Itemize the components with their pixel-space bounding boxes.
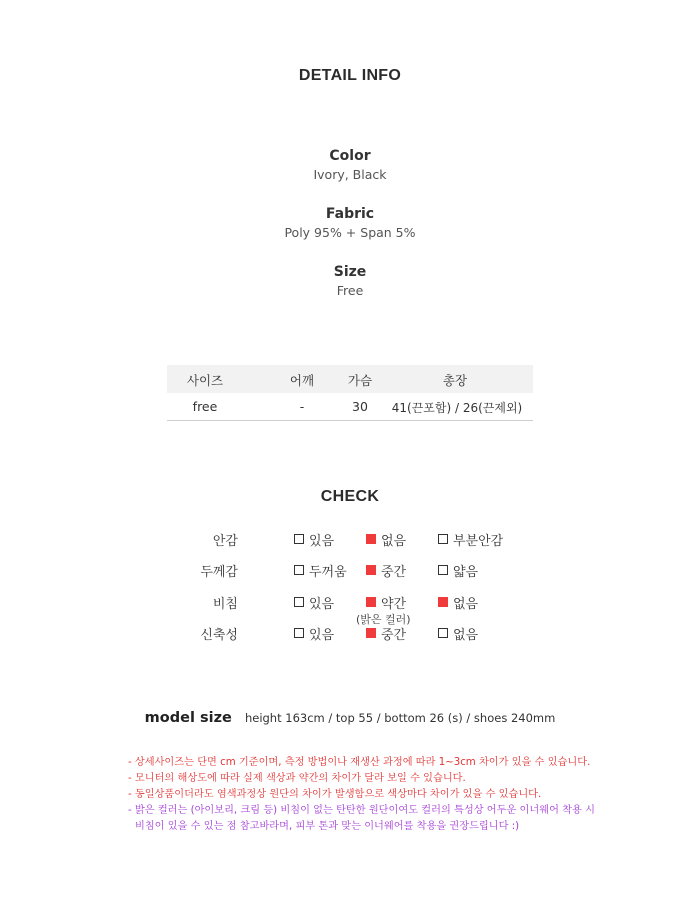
option-sheer-slight-note: (밝은 컬러) (356, 613, 411, 626)
checkbox-checked (438, 597, 448, 607)
checkbox-empty (294, 534, 304, 544)
option-stretch-medium: 중간 (366, 624, 406, 643)
color-label: Color (329, 148, 371, 164)
td-length: 41(끈포함) / 26(끈제외) (391, 401, 523, 415)
td-shoulder: - (299, 399, 305, 414)
th-shoulder: 어깨 (289, 373, 315, 388)
option-lining-no: 없음 (366, 530, 406, 549)
model-size-label: model size (144, 710, 232, 726)
notice-item: - 밝은 컬러는 (아이보리, 크림 등) 비침이 없는 탄탄한 원단이여도 컬러의 특성상 어두운 이너웨어 착용 시 (128, 805, 595, 816)
option-sheer-no: 없음 (438, 593, 478, 612)
option-lining-yes: 있음 (294, 530, 334, 549)
checkbox-empty (294, 597, 304, 607)
page-title: DETAIL INFO (298, 67, 402, 84)
option-sheer-slight: 약간 (밝은 컬러) (356, 597, 411, 626)
checkbox-empty (438, 565, 448, 575)
option-sheer-yes: 있음 (294, 593, 334, 612)
checkbox-empty (294, 628, 304, 638)
notice-item: - 모니터의 해상도에 따라 실제 색상과 약간의 차이가 달라 보일 수 있습니다. (128, 773, 466, 784)
th-chest: 가슴 (347, 373, 373, 388)
size-label: Size (333, 264, 367, 280)
option-thickness-thick: 두꺼움 (294, 561, 347, 580)
fabric-label: Fabric (325, 206, 375, 222)
td-chest: 30 (352, 399, 368, 414)
model-size-text: height 163cm / top 55 / bottom 26 (s) / shoes 240mm (244, 711, 556, 725)
checkbox-checked (366, 628, 376, 638)
td-size: free (192, 399, 218, 414)
option-thickness-thin: 얇음 (438, 561, 478, 580)
option-stretch-yes: 있음 (294, 624, 334, 643)
fabric-value: Poly 95% + Span 5% (284, 225, 416, 240)
notice-item: - 동일상품이더라도 염색과정상 원단의 차이가 발생함으로 색상마다 차이가 있을 수 있습니다. (128, 789, 542, 800)
option-thickness-medium: 중간 (366, 561, 406, 580)
size-value: Free (336, 283, 364, 298)
checkbox-checked (366, 565, 376, 575)
option-stretch-no: 없음 (438, 624, 478, 643)
checkbox-checked (366, 534, 376, 544)
check-label-thickness: 두께감 (200, 565, 238, 580)
size-table-divider (167, 420, 533, 421)
model-size (0, 707, 700, 726)
th-length: 총장 (442, 373, 468, 388)
notice-item: 비침이 있을 수 있는 점 참고바라며, 피부 톤과 맞는 이너웨어를 착용을 권장드립니다 :) (135, 821, 520, 832)
checkbox-empty (294, 565, 304, 575)
check-label-lining: 안감 (212, 534, 238, 549)
check-label-stretch: 신축성 (200, 628, 238, 643)
notice-list (128, 755, 595, 835)
check-label-sheerness: 비침 (212, 597, 238, 612)
checkbox-empty (438, 534, 448, 544)
option-lining-partial: 부분안감 (438, 530, 503, 549)
notice-item: - 상세사이즈는 단면 cm 기준이며, 측정 방법이나 재생산 과정에 따라 1~3cm 차이가 있을 수 있습니다. (128, 757, 591, 768)
color-value: Ivory, Black (313, 167, 387, 182)
checkbox-empty (438, 628, 448, 638)
checkbox-checked (366, 597, 376, 607)
check-title: CHECK (320, 488, 380, 505)
th-size: 사이즈 (186, 373, 224, 388)
